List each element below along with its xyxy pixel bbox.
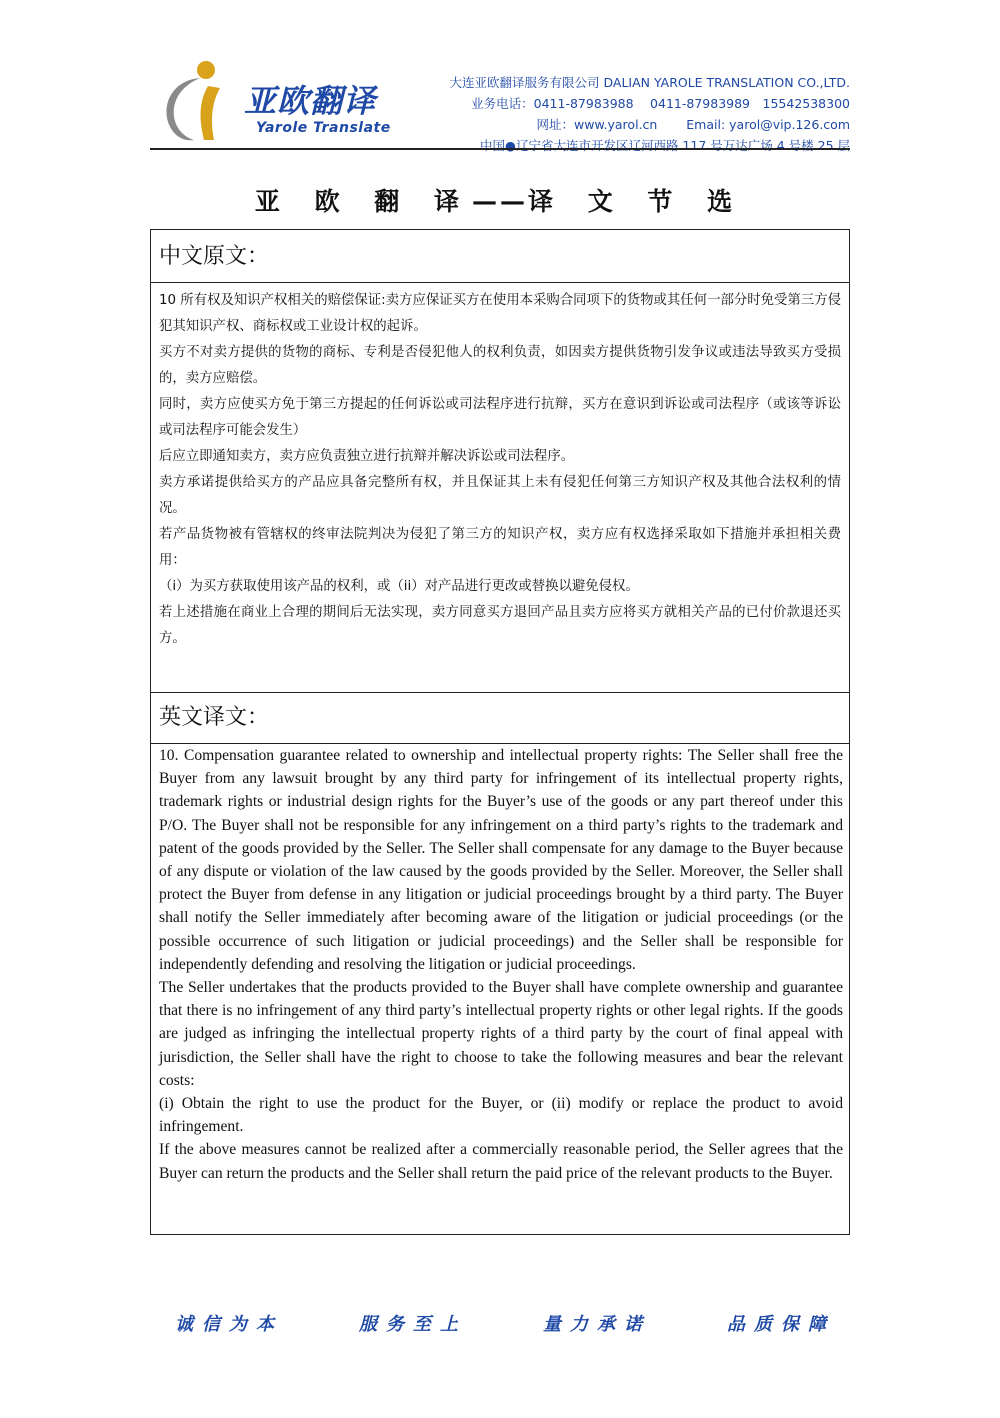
phone-numbers: 业务电话：0411-87983988 0411-87983989 15542538300 — [471, 96, 850, 111]
logo-chinese-name: 亚欧翻译 — [244, 82, 377, 120]
logo-i-icon — [160, 56, 240, 146]
chinese-paragraph: 卖方承诺提供给买方的产品应具备完整所有权，并且保证其上未有侵犯任何第三方知识产权及其他合法权利的情况。 — [159, 475, 841, 516]
english-translation-section — [150, 691, 850, 1235]
contact-info — [450, 72, 850, 156]
slogan-service: 服务至上 — [359, 1314, 467, 1335]
title-dash: —— — [472, 187, 528, 216]
company-logo — [160, 52, 400, 146]
logo-english-name: Yarole Translate — [256, 120, 391, 136]
chinese-source-section — [150, 229, 850, 693]
chinese-section-heading: 中文原文： — [151, 230, 849, 283]
english-section-body — [151, 744, 849, 1185]
english-paragraph: If the above measures cannot be realized after a commercially reasonable period, the Seller agrees that the Buyer can return the products and the Seller shall return the paid price of the relevant products to the Buyer. — [159, 1141, 843, 1182]
company-name: 大连亚欧翻译服务有限公司 DALIAN YAROLE TRANSLATION CO.,LTD. — [449, 75, 850, 90]
footer-slogans — [175, 1310, 835, 1336]
slogan-integrity: 诚信为本 — [175, 1314, 283, 1335]
header-divider — [150, 148, 850, 150]
chinese-paragraph: 若产品货物被有管辖权的终审法院判决为侵犯了第三方的知识产权，卖方应有权选择采取如下措施并承担相关费用： — [159, 527, 841, 568]
english-paragraph: 10. Compensation guarantee related to ownership and intellectual property rights: The Seller shall free the Buyer from any lawsuit brought by any third party for infringement of its intellectual property rights, trademark rights or industrial design rights for the Buyer’s use of the goods or any part thereof under this P/O. The Buyer shall not be responsible for any infringement on a third party’s rights to the trademark and patent of the goods provided by the Seller. The Seller shall compensate for any damage to the Buyer because of any dispute or violation of the law caused by the goods provided by the Seller. Moreover, the Seller shall protect the Buyer from defense in any litigation or judicial proceedings brought by a third party. The Buyer shall notify the Seller immediately after becoming aware of the litigation or judicial proceedings (or the possible occurrence of such litigation or judicial proceedings) and the Seller shall be responsible for independently defending and resolving the litigation or judicial proceedings. — [159, 747, 843, 973]
chinese-paragraph: 同时，卖方应使买方免于第三方提起的任何诉讼或司法程序进行抗辩，买方在意识到诉讼或司法程序（或该等诉讼或司法程序可能会发生） — [159, 397, 841, 438]
slogan-commitment: 量力承诺 — [543, 1314, 651, 1335]
chinese-paragraph: （i）为买方获取使用该产品的权利，或（ii）对产品进行更改或替换以避免侵权。 — [159, 579, 639, 594]
document-title — [150, 182, 850, 218]
english-section-heading: 英文译文： — [151, 691, 849, 744]
chinese-paragraph: 10 所有权及知识产权相关的赔偿保证:卖方应保证买方在使用本采购合同项下的货物或其任何一部分时免受第三方侵犯其知识产权、商标权或工业设计权的起诉。 — [159, 293, 841, 334]
english-paragraph: (i) Obtain the right to use the product for the Buyer, or (ii) modify or replace the product to avoid infringement. — [159, 1095, 843, 1136]
title-part-2: 译 文 节 选 — [528, 187, 746, 216]
chinese-paragraph: 买方不对卖方提供的货物的商标、专利是否侵犯他人的权利负责，如因卖方提供货物引发争议或违法导致买方受损的，卖方应赔偿。 — [159, 345, 841, 386]
title-part-1: 亚 欧 翻 译 — [254, 187, 472, 216]
chinese-section-body — [151, 283, 849, 652]
website-email: 网址：www.yarol.cn Email: yarol@vip.126.com — [536, 117, 850, 132]
chinese-paragraph: 若上述措施在商业上合理的期间后无法实现，卖方同意买方退回产品且卖方应将买方就相关产品的已付价款退还买方。 — [159, 605, 841, 646]
chinese-paragraph: 后应立即通知卖方，卖方应负责独立进行抗辩并解决诉讼或司法程序。 — [159, 449, 575, 464]
page-header — [150, 52, 850, 153]
slogan-quality: 品质保障 — [727, 1314, 835, 1335]
english-paragraph: The Seller undertakes that the products provided to the Buyer shall have complete ownership and guarantee that there is no infringement of any third party’s intellectual property rights or other legal rights. If the goods are judged as infringing the intellectual property rights of a third party by the court of final appeal with jurisdiction, the Seller shall have the right to choose to take the following measures and bear the relevant costs: — [159, 979, 843, 1089]
address: 中国●辽宁省大连市开发区辽河西路 117 号万达广场 4 号楼 25 层 — [480, 138, 850, 153]
